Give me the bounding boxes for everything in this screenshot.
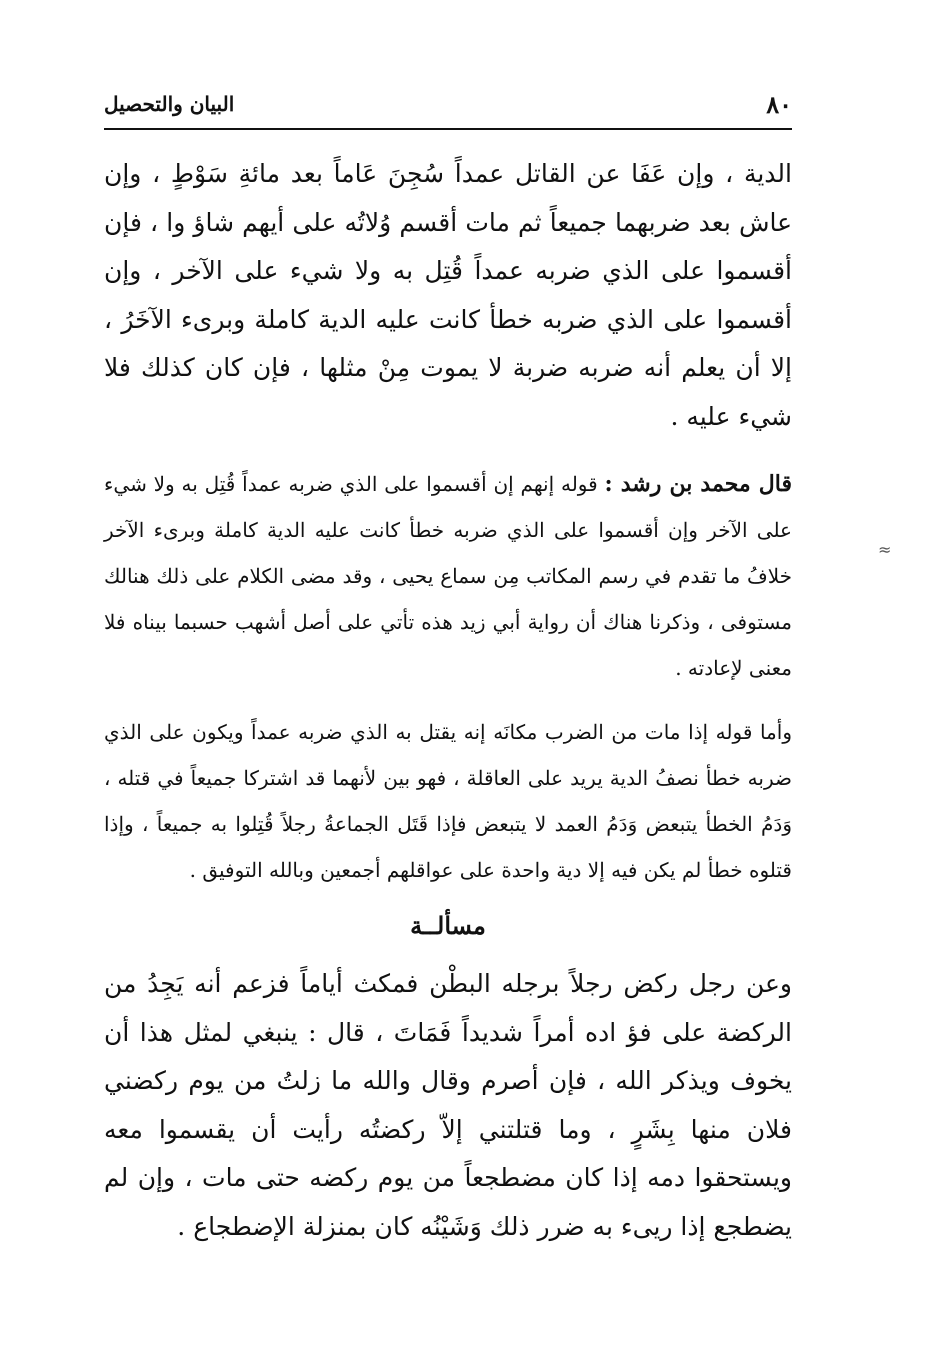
page-body [104,150,792,1251]
section-heading: مسألــة [410,911,486,940]
margin-mark: ≈ [878,540,892,559]
commentary-text-1: قوله إنهم إن أقسموا على الذي ضربه عمداً قُتِل به ولا شيء على الآخر وإن أقسموا على الذي ضربه خطأ كانت عليه الدية كاملة وبرىء الآخر خلافُ ما تقدم في رسم المكاتب مِن سماع يحيى ، وقد مضى الكلام على ذلك هنالك مستوفى ، وذكرنا هناك أن رواية أبي زيد هذه تأتي على أصل أشهب حسبما بيناه فلا معنى لإعادته . [104,472,792,680]
running-header [104,88,792,130]
speaker-label: قال محمد بن رشد : [604,471,792,497]
running-header-title: البيان والتحصيل [104,92,235,116]
paragraph-4: وعن رجل ركض رجلاً برجله البطْن فمكث أياماً فزعم أنه يَجِدُ من الركضة على فؤ اده أمراً شديداً فَمَاتَ ، قال : ينبغي لمثل هذا أن يخوف ويذكر الله ، فإن أصرم وقال والله ما زلتُ من يوم ركضني فلان منها بِشَرٍ ، وما قتلتني إلاّ ركضتُه رأيت أن يقسموا معه ويستحقوا دمه إذا كان مضطجعاً من يوم ركضه حتى مات ، وإن لم يضطجع إذا ريىء به ضرر ذلك وَشَيْنُه كان بمنزلة الإضطجاع . [104,969,792,1241]
page-number: ٨٠ [766,90,792,119]
commentary-paragraph-1 [104,461,792,691]
commentary-paragraph-2: وأما قوله إذا مات من الضرب مكانَه إنه يقتل به الذي ضربه عمداً ويكون على الذي ضربه خطأ نصفُ الدية يريد على العاقلة ، فهو بين لأنهما قد اشتركا جميعاً في قتله ، وَدَمُ الخطأ يتبعض وَدَمُ العمد لا يتبعض فإذا قَتَل الجماعةُ رجلاً قُتِلوا به جميعاً ، وإذا قتلوه خطأ لم يكن فيه إلا دية واحدة على عواقلهم أجمعين وبالله التوفيق . [104,720,792,882]
paragraph-1: الدية ، وإن عَفَا عن القاتل عمداً سُجِنَ عَاماً بعد مائةِ سَوْطٍ ، وإن عاش بعد ضربهما جميعاً ثم مات أقسم وُلاتُه على أيهم شاؤ وا ، فإن أقسموا على الذي ضربه عمداً قُتِل به ولا شيء على الآخر ، وإن أقسموا على الذي ضربه خطأ كانت عليه الدية كاملة وبرىء الآخَرُ ، إلا أن يعلم أنه ضربه ضربة لا يموت مِنْ مثلها ، فإن كان كذلك فلا شيء عليه . [104,159,792,431]
